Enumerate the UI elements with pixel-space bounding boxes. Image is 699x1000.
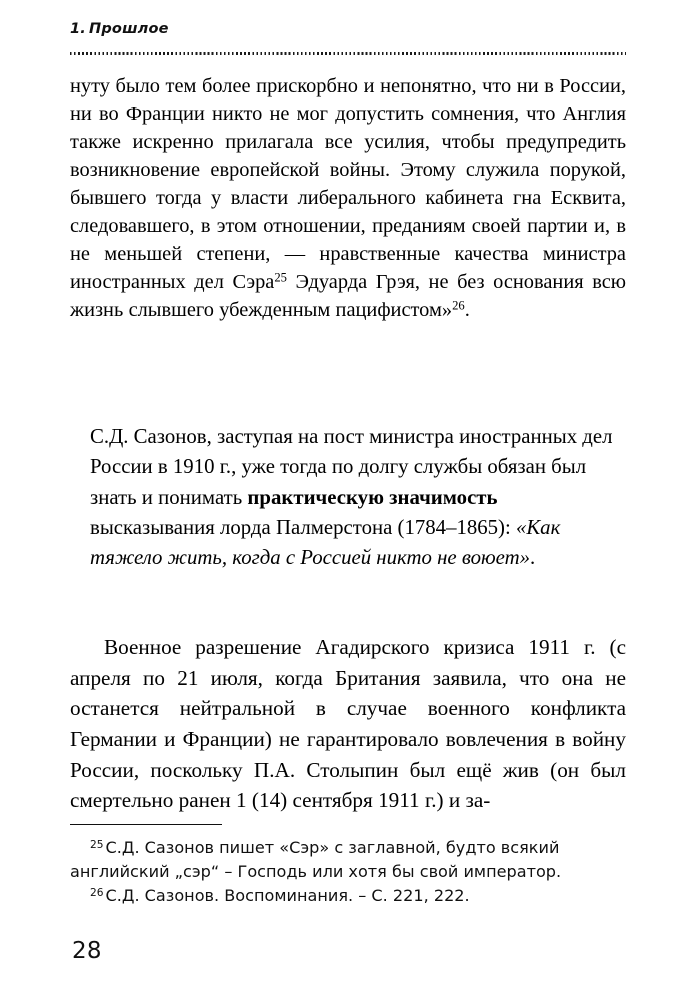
footnote-25-marker: 25 [90, 837, 104, 851]
text-block-3 [70, 611, 626, 837]
header-dotted-rule [70, 52, 626, 55]
quote-end: . [530, 546, 536, 570]
footnote-25-text: С.Д. Сазонов пишет «Сэр» с заглавной, будто всякий английский „сэр“ – Господь или хотя бы свой император. [70, 838, 562, 882]
footnote-25 [70, 836, 626, 884]
quote-italic-citation: «Как тяжело жить, когда с Россией никто не воюет» [90, 516, 561, 570]
quote-middle: высказывания лорда Палмерстона (1784–1865): [90, 516, 516, 540]
footnote-ref-25[interactable]: 25 [274, 270, 287, 285]
footnote-26-text: С.Д. Сазонов. Воспоминания. – С. 221, 222. [105, 886, 470, 906]
footnote-26 [70, 884, 626, 908]
footnote-26-marker: 26 [90, 886, 104, 900]
quote-paragraph [90, 422, 622, 574]
paragraph-1 [70, 72, 626, 324]
running-header-title: Прошлое [89, 21, 169, 37]
footnote-separator-rule [70, 824, 222, 825]
paragraph-1-end: . [464, 299, 470, 322]
paragraph-1-continued: Эдуарда Грэя, не без основания всю жизнь слывшего убежденным пацифистом» [70, 271, 626, 322]
page-number: 28 [72, 938, 102, 964]
quote-lead: С.Д. Сазонов, заступая на пост министра иностранных дел России в 1910 г., уже тогда по долгу службы обязан был знать и понимать [90, 424, 613, 509]
footnote-area [70, 836, 626, 909]
text-block-2-quote [90, 401, 622, 595]
paragraph-1-text: нуту было тем более прискорбно и непонятно, что ни в России, ни во Франции никто не мог допустить сомнения, что Англия также искренно прилагала все усилия, чтобы предупредить возникновение европейской войны. Этому служила порукой, бывшего тогда у власти либерального кабинета гна Есквита, следовавшего, в этом отношении, преданиям своей партии и, в не меньшей степени, — нравственные качества министра иностранных дел Сэра [70, 75, 626, 294]
running-header [70, 21, 169, 37]
text-block-1 [70, 72, 626, 324]
quote-bold-emphasis: практическую значимость [247, 485, 498, 509]
running-header-number: 1. [70, 21, 86, 37]
footnote-ref-26[interactable]: 26 [452, 298, 465, 313]
paragraph-3: Военное разрешение Агадирского кризиса 1911 г. (с апреля по 21 июля, когда Британия заявила, что она не останется нейтральной в случае военного конфликта Германии и Франции) не гарантировало вовлечения в войну России, поскольку П.А. Столыпин был ещё жив (он был смертельно ранен 1 (14) сентября 1911 г.) и за- [70, 635, 626, 813]
